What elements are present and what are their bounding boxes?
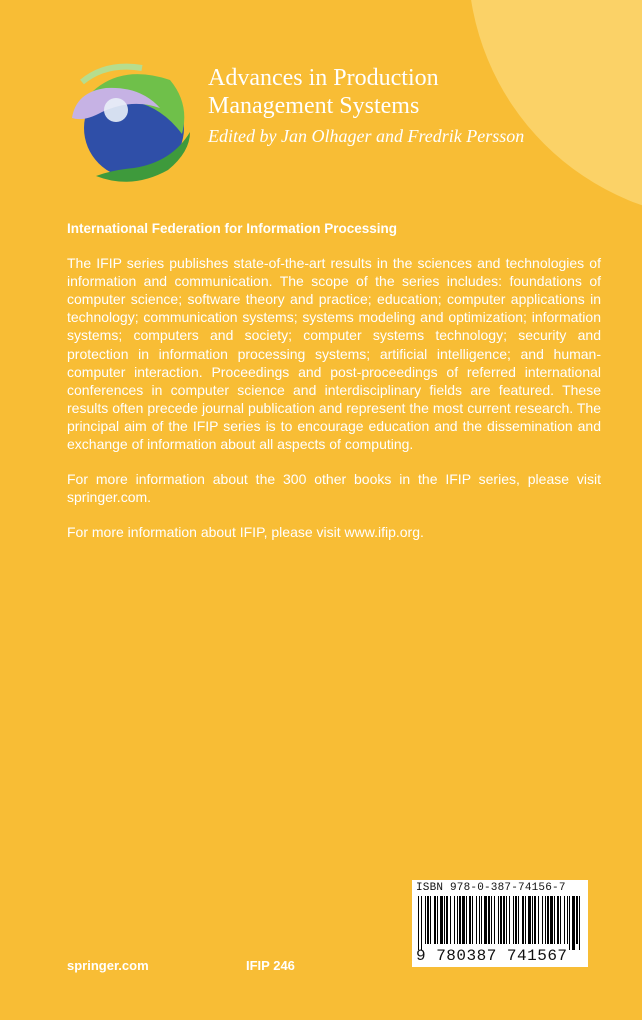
barcode-bar [554, 896, 555, 944]
barcode-bar [434, 896, 436, 944]
barcode-bar [462, 896, 465, 944]
barcode-bar [484, 896, 487, 944]
barcode-bar [569, 896, 570, 950]
barcode-bar [479, 896, 480, 944]
back-cover-text [67, 220, 601, 558]
barcode-bar [567, 896, 568, 944]
barcode-bar [503, 896, 505, 944]
barcode-bar [476, 896, 477, 944]
barcode-bar [579, 896, 580, 950]
barcode-bar [421, 896, 422, 950]
barcode-bars [416, 896, 584, 950]
barcode-bar [459, 896, 461, 944]
barcode-bar [538, 896, 539, 944]
barcode-bar [576, 896, 578, 944]
barcode-bar [446, 896, 448, 944]
more-books-info: For more information about the 300 other books in the IFIP series, please visit springer.com. [67, 471, 601, 506]
barcode-bar [427, 896, 429, 944]
barcode-bar [513, 896, 514, 944]
globe-logo-icon [62, 52, 202, 192]
series-number: IFIP 246 [246, 958, 295, 973]
barcode-bar [532, 896, 533, 944]
publisher-website: springer.com [67, 958, 149, 973]
barcode-bar [525, 896, 526, 944]
barcode-bar [466, 896, 467, 944]
barcode-bar [547, 896, 549, 944]
barcode-bar [542, 896, 543, 944]
book-editors: Edited by Jan Olhager and Fredrik Persson [208, 126, 525, 146]
ifip-info: For more information about IFIP, please visit www.ifip.org. [67, 524, 424, 541]
barcode-bar [472, 896, 473, 944]
isbn-barcode [412, 880, 588, 967]
series-description: The IFIP series publishes state-of-the-art results in the sciences and technologies of information and communication. The scope of the series includes: foundations of computer science; software theory and practice; education; computer applications in technology; communication systems; systems modeling and optimization; information systems; computers and society; computer systems technology; security and protection in information processing systems; artificial intelligence; and human-computer interaction. Proceedings and post-proceedings of referred international conferences in computer science and interdisciplinary fields are featured. These results often precede journal publication and represent the most current research. The principal aim of the IFIP series is to encourage education and the dissemination and exchange of information about all aspects of computing. [67, 255, 601, 453]
barcode-bar [425, 896, 426, 944]
barcode-bar [509, 896, 510, 944]
barcode-bar [518, 896, 519, 944]
barcode-bar [564, 896, 565, 944]
barcode-bar [488, 896, 490, 944]
barcode-bar [500, 896, 502, 944]
series-heading: International Federation for Information Processing [67, 221, 398, 236]
barcode-bar [572, 896, 575, 950]
barcode-bar [430, 896, 431, 944]
barcode-bar [444, 896, 445, 944]
barcode-bar [481, 896, 482, 944]
barcode-bar [550, 896, 553, 944]
barcode-bar [560, 896, 561, 944]
isbn-digits: 9 780387 741567 [416, 947, 568, 965]
book-title-line1: Advances in Production [208, 65, 439, 91]
barcode-bar [418, 896, 419, 950]
barcode-bar [498, 896, 499, 944]
book-title-block [208, 64, 628, 147]
barcode-bar [491, 896, 492, 944]
barcode-bar [454, 896, 455, 944]
book-title-line2: Management Systems [208, 93, 420, 119]
barcode-bar [506, 896, 507, 944]
barcode-bar [528, 896, 531, 944]
barcode-bar [522, 896, 524, 944]
barcode-bar [545, 896, 546, 944]
barcode-bar [515, 896, 517, 944]
barcode-bar [557, 896, 559, 944]
barcode-bar [437, 896, 438, 944]
barcode-bar [494, 896, 495, 944]
isbn-label: ISBN 978-0-387-74156-7 [416, 882, 566, 894]
barcode-bar [534, 896, 536, 944]
barcode-bar [457, 896, 458, 944]
barcode-bar [469, 896, 471, 944]
barcode-bar [440, 896, 443, 944]
barcode-bar [450, 896, 451, 944]
